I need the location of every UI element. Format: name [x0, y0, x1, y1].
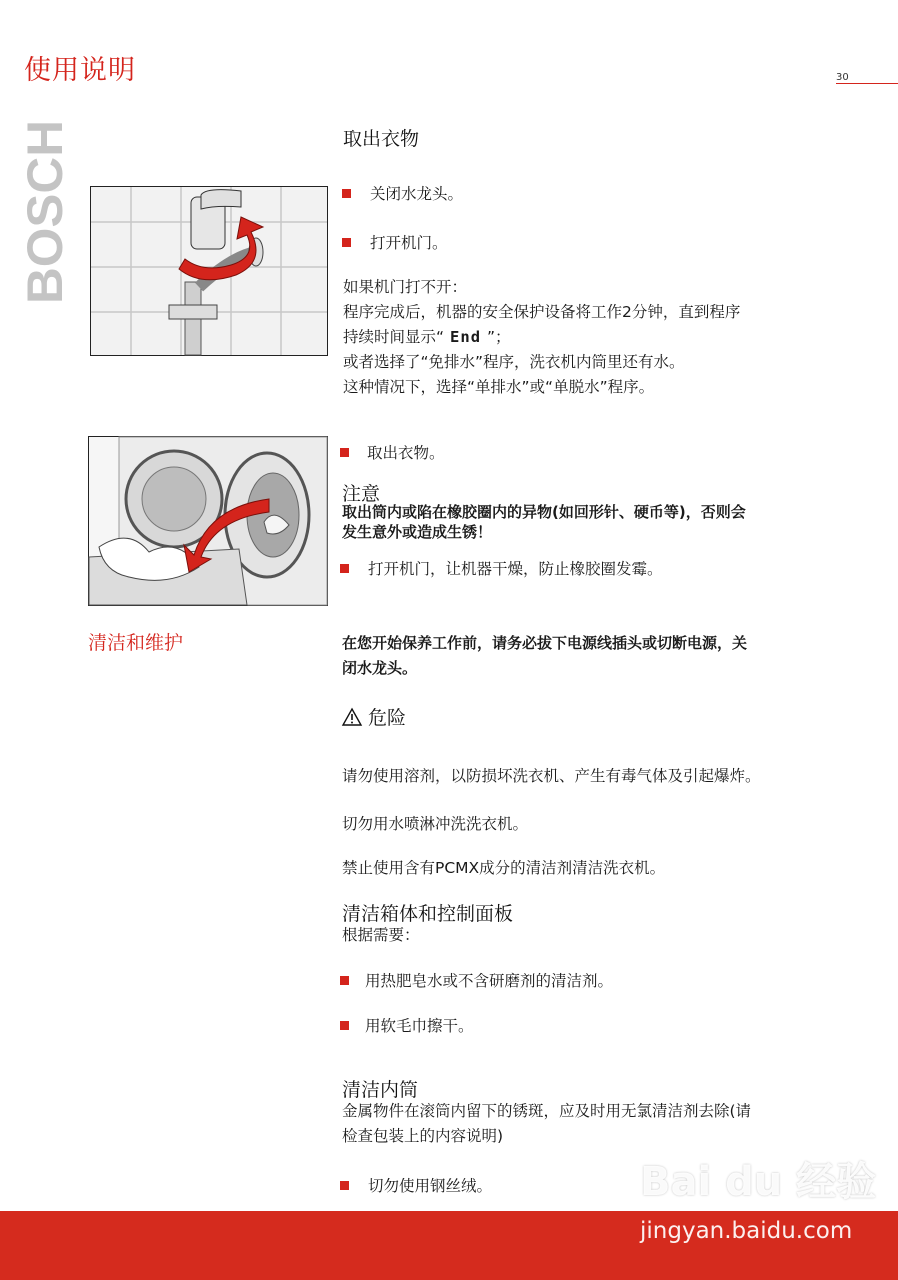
intro-line: 闭水龙头。: [342, 659, 418, 677]
bullet-marker: [340, 564, 349, 573]
cleaning-intro: [342, 631, 747, 681]
bullet-text: 打开机门，让机器干燥，防止橡胶圈发霉。: [368, 560, 663, 578]
note-heading: 注意: [342, 483, 381, 505]
para-line: 程序完成后，机器的安全保护设备将工作2分钟，直到程序: [343, 303, 741, 321]
bullet-marker: [340, 1021, 349, 1030]
take-out-heading: 取出衣物: [343, 128, 420, 150]
note-text: [342, 502, 746, 542]
note-line: 取出筒内或陷在橡胶圈内的异物(如回形针、硬币等)，否则会: [342, 503, 746, 521]
bullet-marker: [340, 1181, 349, 1190]
bullet-marker: [340, 976, 349, 985]
bullet-text: 切勿使用钢丝绒。: [368, 1177, 493, 1195]
baidu-jingyan-watermark: Bai du 经验: [640, 1159, 877, 1205]
danger-title-row: [342, 703, 406, 730]
bullet-marker: [342, 238, 351, 247]
cleaning-section-title: 清洁和维护: [88, 632, 184, 654]
bosch-logo: [17, 118, 73, 306]
para-line: 如果机门打不开：: [343, 278, 468, 296]
faucet-illustration: [90, 186, 328, 356]
cabinet-heading: 清洁箱体和控制面板: [342, 903, 514, 925]
para-line-part: ”；: [487, 328, 511, 346]
page-title: 使用说明: [24, 55, 136, 86]
bullet-close-tap: [342, 182, 463, 204]
warning-pcmx: 禁止使用含有PCMX成分的清洁剂清洁洗衣机。: [342, 859, 666, 877]
intro-line: 在您开始保养工作前，请务必拔下电源线插头或切断电源，关: [342, 634, 748, 652]
door-not-open-paragraph: [343, 275, 740, 400]
page-number-rule: [836, 83, 898, 84]
para-line: 或者选择了“免排水”程序，洗衣机内筒里还有水。: [343, 353, 685, 371]
para-line: 这种情况下，选择“单排水”或“单脱水”程序。: [343, 378, 655, 396]
para-line: [343, 325, 740, 350]
cabinet-subtitle: 根据需要：: [342, 926, 420, 944]
para-line-part: 持续时间显示“: [343, 328, 445, 346]
bullet-text: 用软毛巾擦干。: [365, 1017, 474, 1035]
bullet-soft-towel: [340, 1014, 474, 1036]
drum-heading: 清洁内筒: [342, 1079, 419, 1101]
warning-water-spray: 切勿用水喷淋冲洗洗衣机。: [342, 815, 529, 833]
bullet-no-steel-wool: [340, 1174, 492, 1196]
bullet-text: 打开机门。: [370, 234, 448, 252]
washer-unloading-illustration: [88, 436, 328, 606]
bullet-marker: [342, 189, 351, 198]
drum-line: 金属物件在滚筒内留下的锈斑，应及时用无氯清洁剂去除(请: [342, 1102, 752, 1120]
drum-line: 检查包装上的内容说明): [342, 1127, 504, 1145]
watermark-url: jingyan.baidu.com: [640, 1218, 853, 1244]
note-line: 发生意外或造成生锈！: [342, 523, 493, 541]
bullet-text: 用热肥皂水或不含研磨剂的清洁剂。: [365, 972, 614, 990]
page-number: 30: [836, 72, 849, 83]
bullet-soap-water: [340, 969, 613, 991]
end-display-glyph: End: [450, 328, 482, 346]
danger-title: 危险: [368, 707, 407, 729]
bullet-open-door: [342, 231, 448, 253]
bullet-text: 取出衣物。: [367, 444, 445, 462]
bullet-text: 关闭水龙头。: [370, 185, 464, 203]
warning-triangle-icon: [342, 708, 362, 726]
bullet-take-out: [340, 441, 445, 463]
brand-text: BOSCH: [17, 123, 73, 304]
bullet-marker: [340, 448, 349, 457]
drum-text: [342, 1099, 751, 1149]
warning-solvent: 请勿使用溶剂，以防损坏洗衣机、产生有毒气体及引起爆炸。: [342, 767, 761, 785]
bullet-dry-door: [340, 557, 663, 579]
